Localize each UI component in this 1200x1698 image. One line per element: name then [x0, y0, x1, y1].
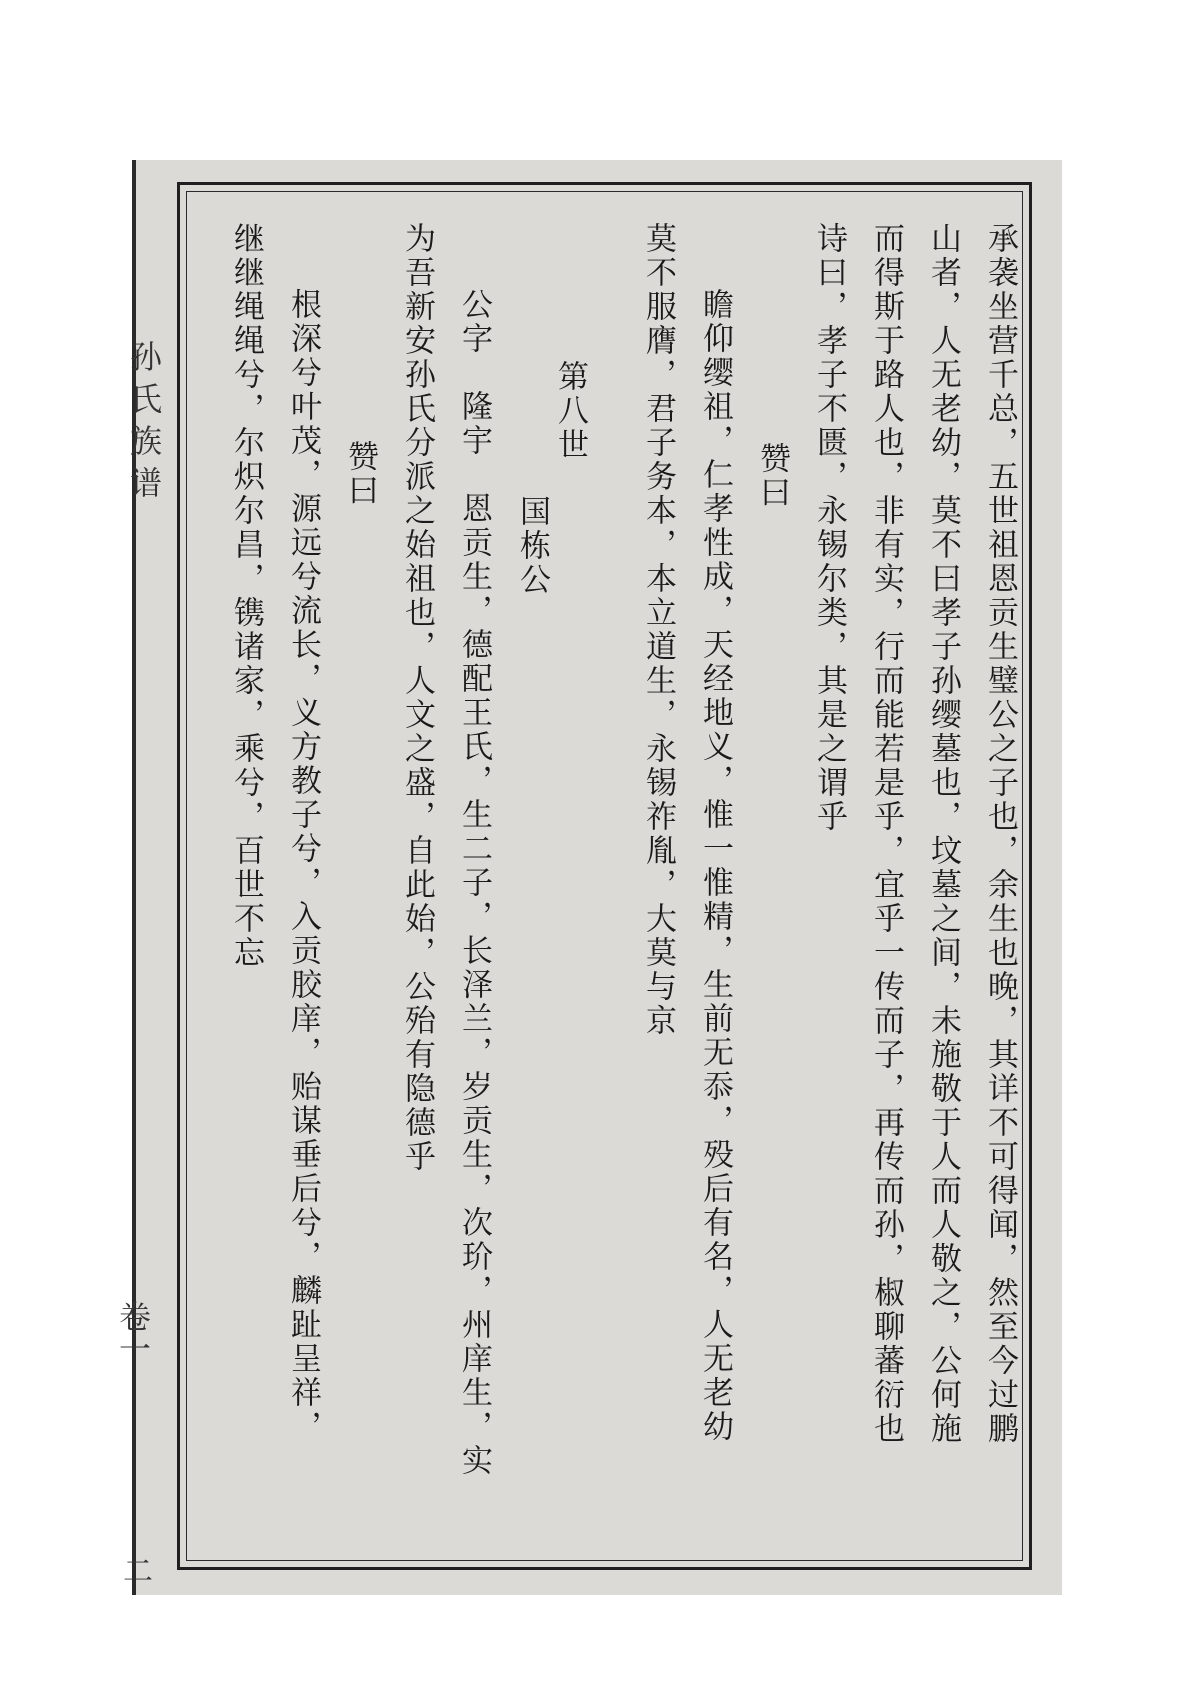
- text-column: 瞻仰缨祖，仁孝性成，天经地义，惟一惟精，生前无忝，殁后有名，人无老幼: [697, 288, 733, 1444]
- text-column: 而得斯于路人也，非有实，行而能若是乎，宜乎一传而子，再传而孙，椒聊蕃衍也: [868, 222, 904, 1446]
- text-column: 继继绳绳兮，尔炽尔昌，镌诸家，乘兮，百世不忘: [228, 222, 264, 970]
- zan-heading: 赞曰: [754, 442, 790, 510]
- spine-title: 孙氏族谱: [125, 340, 163, 508]
- spine-section: 卷一: [114, 1300, 152, 1364]
- zan-heading: 赞曰: [342, 440, 378, 508]
- text-column: 莫不服膺，君子务本，本立道生，永锡祚胤，大莫与京: [640, 222, 676, 1038]
- text-column: 诗曰，孝子不匮，永锡尔类，其是之谓乎: [811, 222, 847, 834]
- text-column: 山者，人无老幼，莫不曰孝子孙缨墓也，坟墓之间，未施敬于人而人敬之，公何施: [925, 222, 961, 1446]
- text-column: 承袭坐营千总，五世祖恩贡生璧公之子也，余生也晚，其详不可得闻，然至今过鹏: [982, 222, 1018, 1446]
- spine-page-number: 二: [117, 1555, 152, 1585]
- scanned-page: [114, 160, 1062, 1595]
- text-column: 公字 隆宇 恩贡生，德配王氏，生二子，长泽兰，岁贡生，次玠，州庠生，实: [456, 288, 492, 1478]
- text-column: 为吾新安孙氏分派之始祖也，人文之盛，自此始，公殆有隐德乎: [399, 222, 435, 1174]
- person-name: 国栋公: [514, 495, 550, 597]
- text-column: 根深兮叶茂，源远兮流长，义方教子兮，入贡胶庠，贻谋垂后兮，麟趾呈祥，: [285, 288, 321, 1444]
- generation-heading: 第八世: [552, 360, 588, 462]
